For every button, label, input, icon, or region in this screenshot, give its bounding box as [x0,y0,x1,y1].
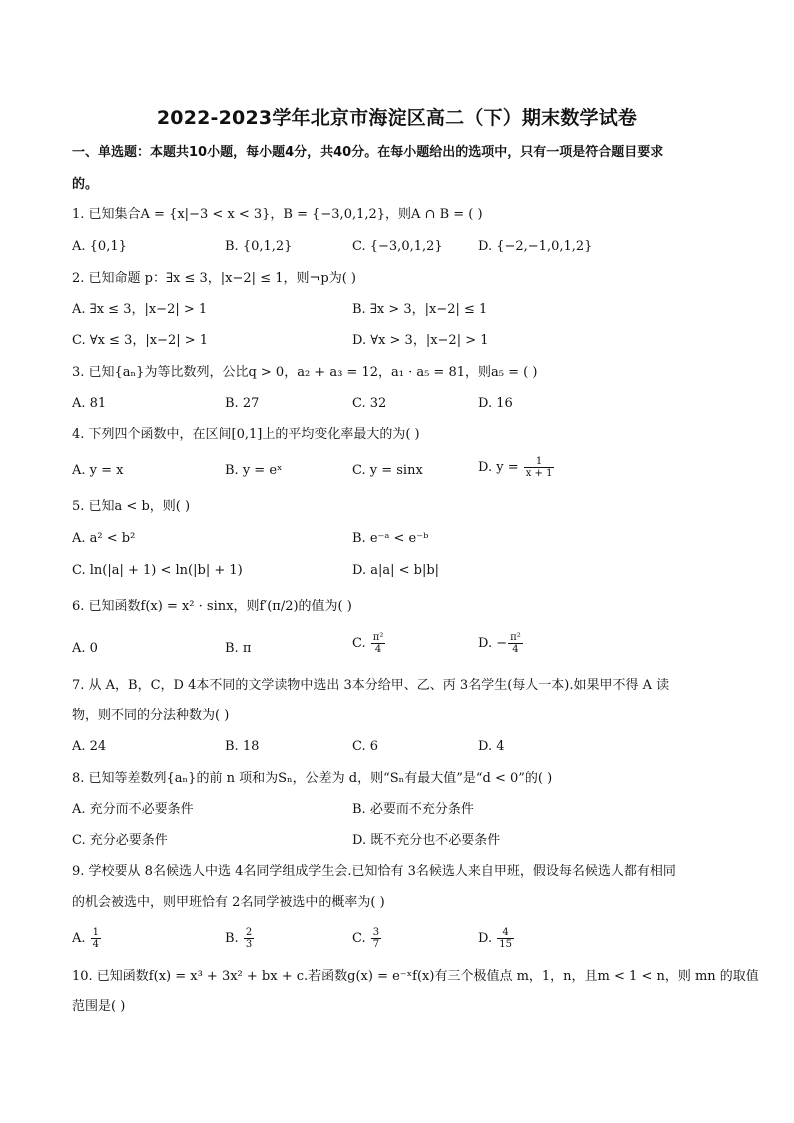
question-5-options-row1 [72,530,732,548]
option-d: D. {−2,−1,0,1,2} [478,239,593,254]
option-b: B. 27 [225,396,260,411]
option-c: C. ∀x ≤ 3，|x−2| > 1 [72,333,209,348]
option-d: D. a|a| < b|b| [352,563,440,578]
option-b: B. e⁻ᵃ < e⁻ᵇ [352,531,429,546]
question-7-stem-line1: 7. 从 A，B，C，D 4本不同的文学读物中选出 3本分给甲、乙、丙 3名学生(每人一本).如果甲不得 A 读 [72,678,670,693]
question-8-stem: 8. 已知等差数列{aₙ}的前 n 项和为Sₙ，公差为 d，则“Sₙ有最大值”是“d < 0”的( ) [72,771,553,786]
option-a: A. {0,1} [72,239,127,254]
option-c: C. 充分必要条件 [72,833,168,848]
option-d-prefix: D. − [478,636,508,651]
question-10-stem-line2: 范围是( ) [72,999,126,1014]
denominator: 4 [92,939,100,950]
fraction [508,632,523,655]
question-8-options-row2 [72,832,732,850]
option-b: B. π [225,641,252,656]
option-b: B. ∃x > 3，|x−2| ≤ 1 [352,302,488,317]
fraction [497,927,514,950]
fraction [91,927,101,950]
question-2-options-row2 [72,332,732,350]
question-2-stem: 2. 已知命题 p：∃x ≤ 3，|x−2| ≤ 1，则¬p为( ) [72,271,356,286]
option-b [225,927,255,950]
option-b: B. 18 [225,739,260,754]
section-heading-line2: 的。 [72,177,99,192]
question-3-options [72,395,732,413]
denominator: 7 [372,939,380,950]
question-9-options [72,927,732,951]
option-a: A. 0 [72,641,98,656]
option-a: A. a² < b² [72,531,136,546]
numerator: 1 [524,456,555,468]
question-7-stem-line2: 物，则不同的分法种数为( ) [72,708,230,723]
question-5-stem: 5. 已知a < b，则( ) [72,499,191,514]
numerator: 3 [372,927,380,938]
exam-title: 2022-2023学年北京市海淀区高二（下）期末数学试卷 [156,107,638,129]
option-c: C. 6 [352,739,379,754]
question-4-stem: 4. 下列四个函数中，在区间[0,1]上的平均变化率最大的为( ) [72,427,420,442]
option-d: D. ∀x > 3，|x−2| > 1 [352,333,489,348]
question-7-options [72,738,732,756]
option-b: B. y = eˣ [225,463,283,478]
denominator: 4 [512,644,519,655]
option-c [352,927,382,950]
option-a: A. ∃x ≤ 3，|x−2| > 1 [72,302,208,317]
denominator: 4 [374,644,382,655]
denominator: x + 1 [525,468,553,479]
numerator: 4 [497,927,514,939]
option-b: B. {0,1,2} [225,239,293,254]
option-d: D. 16 [478,396,513,411]
option-d: D. 4 [478,739,505,754]
option-d-prefix: D. y = [478,460,523,475]
fraction [371,927,381,950]
question-4-options [72,456,732,480]
numerator: π² [372,632,384,643]
question-8-options-row1 [72,801,732,819]
question-10-stem-line1: 10. 已知函数f(x) = x³ + 3x² + bx + c.若函数g(x) = e⁻ˣf(x)有三个极值点 m，1，n，且m < 1 < n，则 mn 的取值 [72,969,759,984]
fraction [244,927,254,950]
option-c-prefix: C. [352,931,370,946]
question-1-stem: 1. 已知集合A = {x|−3 < x < 3}，B = {−3,0,1,2}，则A ∩ B = ( ) [72,207,483,222]
fraction [524,456,555,479]
option-c: C. 32 [352,396,387,411]
option-c: C. ln(|a| + 1) < ln(|b| + 1) [72,563,243,578]
option-a [72,927,102,950]
option-a: A. 充分而不必要条件 [72,802,194,817]
option-d: D. 既不充分也不必要条件 [352,833,501,848]
option-d [478,456,555,479]
option-a: A. y = x [72,463,124,478]
option-c: C. {−3,0,1,2} [352,239,443,254]
section-heading-line1: 一、单选题：本题共10小题，每小题4分，共40分。在每小题给出的选项中，只有一项是符合题目要求 [72,145,664,160]
option-a: A. 81 [72,396,107,411]
question-1-options [72,238,732,256]
question-6-stem: 6. 已知函数f(x) = x² · sinx，则f′(π/2)的值为( ) [72,599,352,614]
option-a: A. 24 [72,739,107,754]
fraction [371,632,386,655]
option-c [352,632,386,655]
option-d [478,927,515,950]
numerator: 2 [245,927,253,938]
question-9-stem-line1: 9. 学校要从 8名候选人中选 4名同学组成学生会.已知恰有 3名候选人来自甲班，假设每名候选人都有相同 [72,864,676,879]
option-a-prefix: A. [72,931,90,946]
question-5-options-row2 [72,562,732,580]
denominator: 15 [499,939,512,950]
option-d [478,632,524,655]
option-c-prefix: C. [352,636,370,651]
question-6-options [72,632,732,658]
denominator: 3 [245,939,253,950]
question-3-stem: 3. 已知{aₙ}为等比数列，公比q > 0，a₂ + a₃ = 12，a₁ · a₅ = 81，则a₅ = ( ) [72,365,538,380]
option-b-prefix: B. [225,931,243,946]
option-d-prefix: D. [478,931,497,946]
option-c: C. y = sinx [352,463,423,478]
numerator: π² [510,632,521,643]
option-b: B. 必要而不充分条件 [352,802,474,817]
question-9-stem-line2: 的机会被选中，则甲班恰有 2名同学被选中的概率为( ) [72,895,385,910]
question-2-options-row1 [72,301,732,319]
numerator: 1 [92,927,100,938]
